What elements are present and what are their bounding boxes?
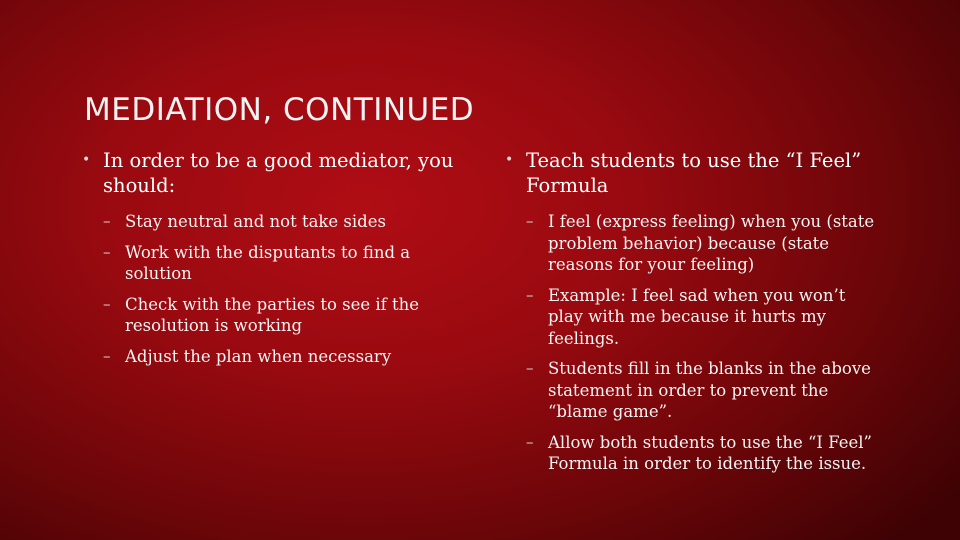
right-sub-item-text: I feel (express feeling) when you (state problem behavior) because (state reasons for your feeling)	[548, 212, 875, 274]
right-sub-item	[505, 211, 885, 276]
left-sub-item	[82, 242, 454, 285]
right-heading: Teach students to use the “I Feel” Formula	[526, 149, 862, 197]
left-sub-item	[82, 294, 454, 337]
left-sub-item-text: Check with the parties to see if the resolution is working	[125, 294, 420, 335]
dash-icon: –	[526, 432, 534, 451]
right-sub-item-text: Example: I feel sad when you won’t play with me because it hurts my feelings.	[548, 285, 846, 348]
right-sub-item-text: Allow both students to use the “I Feel” Formula in order to identify the issue.	[548, 432, 872, 473]
dash-icon: –	[103, 212, 111, 230]
dash-icon: –	[103, 294, 111, 313]
dash-icon: –	[526, 285, 534, 304]
left-sub-item-text: Work with the disputants to find a solution	[125, 242, 411, 283]
dash-icon: –	[103, 242, 111, 261]
bullet-icon: •	[82, 152, 91, 168]
right-sub-item	[505, 432, 885, 475]
left-heading: In order to be a good mediator, you should:	[103, 149, 454, 197]
right-main-bullet	[505, 148, 885, 198]
right-column	[505, 148, 885, 484]
dash-icon: –	[526, 359, 534, 377]
bullet-icon: •	[505, 152, 514, 168]
left-sub-item	[82, 211, 454, 233]
left-sub-item-text: Adjust the plan when necessary	[125, 346, 392, 366]
slide-title: MEDIATION, CONTINUED	[84, 92, 475, 128]
dash-icon: –	[103, 346, 111, 365]
dash-icon: –	[526, 212, 534, 230]
right-sub-item	[505, 358, 885, 423]
right-sub-item	[505, 285, 885, 350]
left-sub-item-text: Stay neutral and not take sides	[125, 212, 386, 231]
left-sub-item	[82, 346, 454, 368]
right-sub-item-text: Students fill in the blanks in the above statement in order to prevent the “blame game”.	[548, 359, 871, 421]
left-main-bullet	[82, 148, 454, 198]
left-column	[82, 148, 454, 376]
